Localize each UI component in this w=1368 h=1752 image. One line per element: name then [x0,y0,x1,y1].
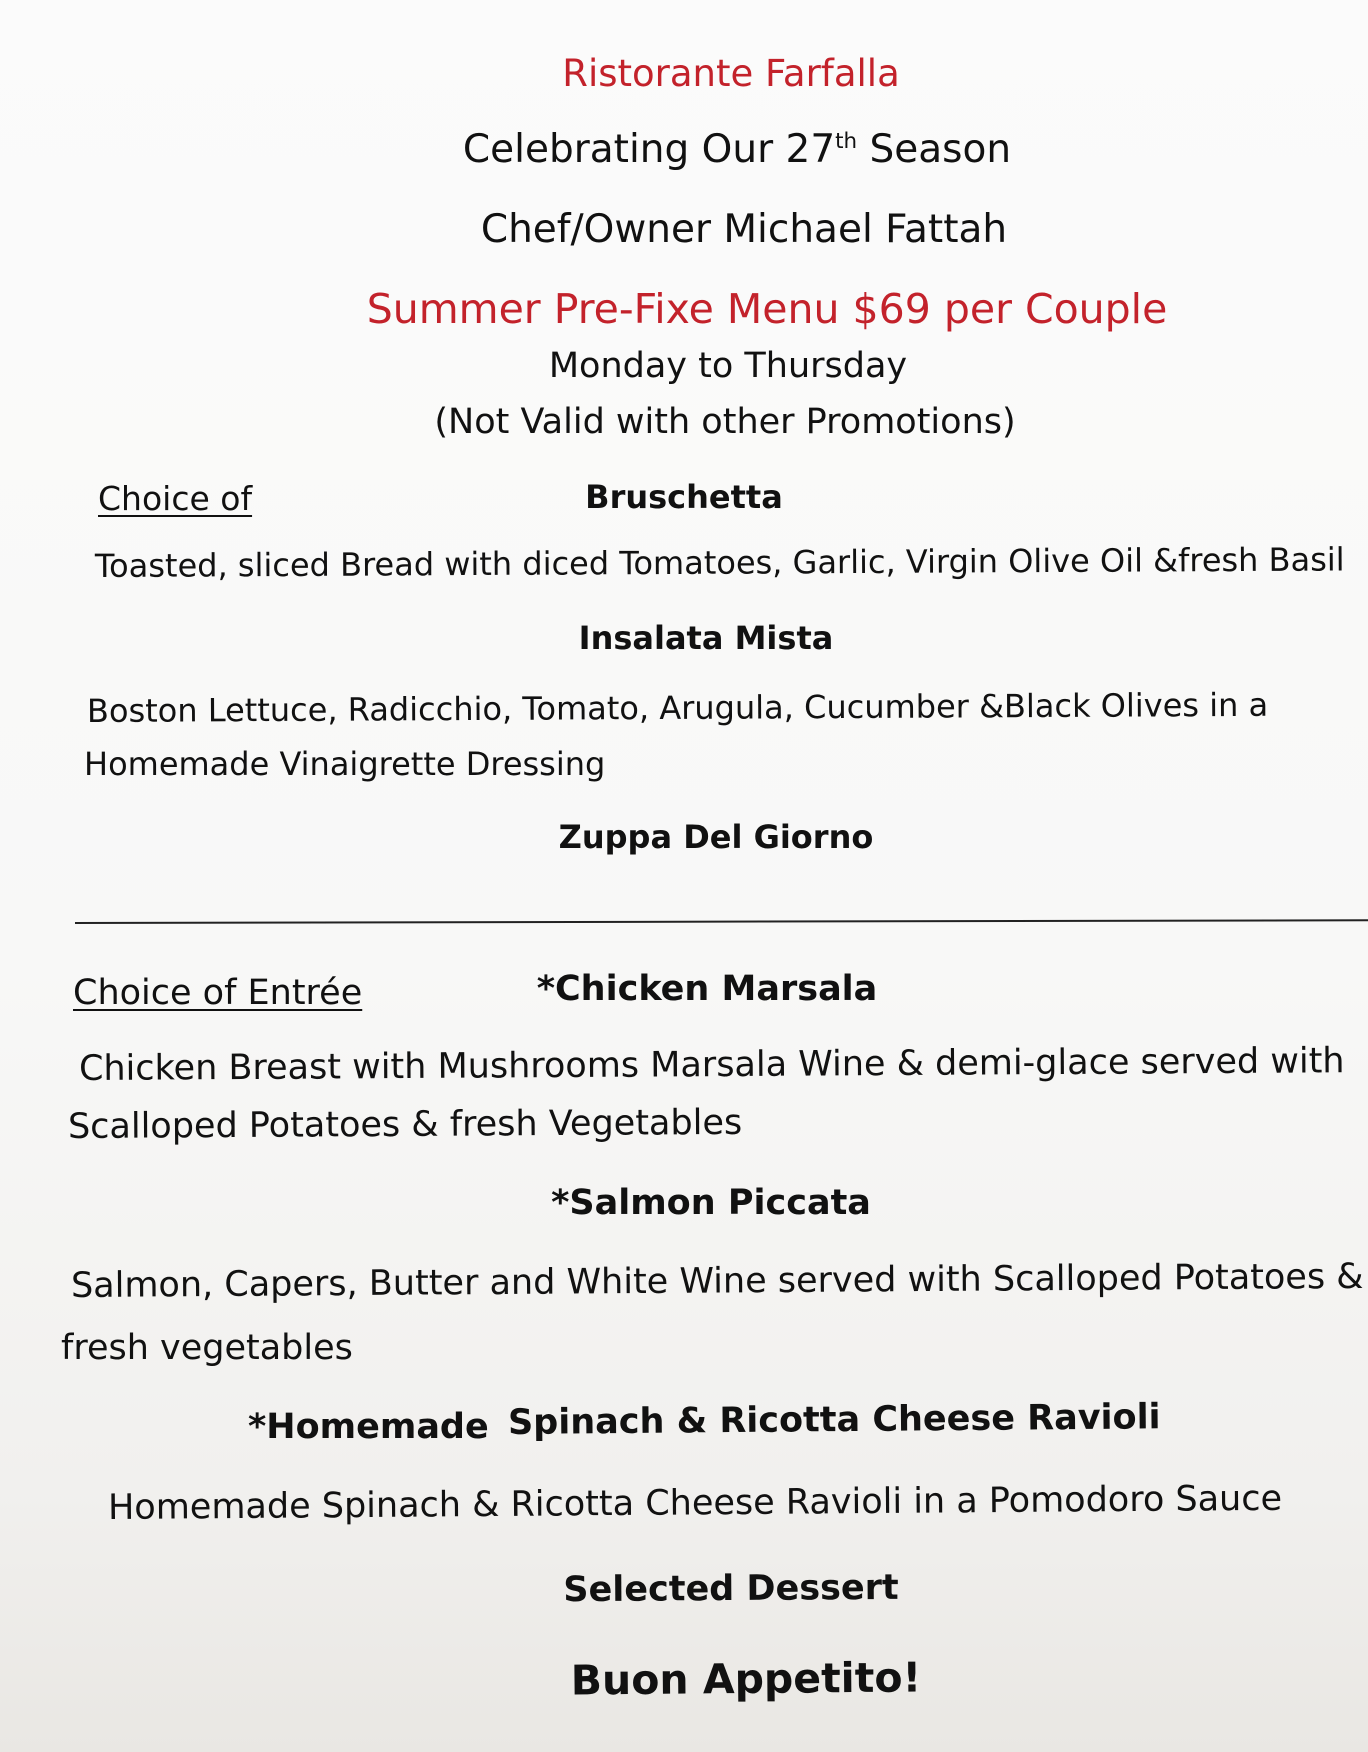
promo-title: Summer Pre-Fixe Menu $69 per Couple [366,285,1168,333]
chef-owner: Chef/Owner Michael Fattah [480,207,1008,252]
appetizer-name: Bruschetta [585,478,783,516]
appetizer-description: Toasted, sliced Bread with diced Tomatoes, Garlic, Virgin Olive Oil &fresh Basil [94,540,1345,585]
celebrating-line [463,127,1011,172]
restaurant-name: Ristorante Farfalla [562,52,900,95]
appetizer-name: Zuppa Del Giorno [558,818,874,856]
entree-name: Spinach & Ricotta Cheese Ravioli [507,1397,1161,1443]
celebrating-superscript: th [835,129,858,154]
entree-description: fresh vegetables [61,1328,353,1368]
entree-name: *Salmon Piccata [551,1183,871,1223]
celebrating-prefix: Celebrating Our 27 [462,127,836,172]
entree-description: Scalloped Potatoes & fresh Vegetables [67,1102,743,1147]
entree-name: *Chicken Marsala [536,969,878,1009]
entree-description: Salmon, Capers, Butter and White Wine served with Scalloped Potatoes & [70,1256,1364,1306]
dessert: Selected Dessert [563,1567,899,1611]
closing-greeting: Buon Appetito! [570,1653,922,1705]
entree-description: Chicken Breast with Mushrooms Marsala Wine & demi-glace served with [78,1041,1345,1089]
appetizer-choice-label: Choice of [98,479,253,518]
appetizer-description: Boston Lettuce, Radicchio, Tomato, Arugula, Cucumber &Black Olives in a [86,685,1269,730]
promo-days: Monday to Thursday [548,346,908,386]
appetizer-name: Insalata Mista [578,619,834,657]
entree-description: Homemade Spinach & Ricotta Cheese Ravioli in a Pomodoro Sauce [107,1478,1283,1528]
celebrating-suffix: Season [857,127,1012,172]
section-divider [75,919,1368,924]
appetizer-description: Homemade Vinaigrette Dressing [84,745,606,783]
entree-choice-label: Choice of Entrée [73,973,363,1013]
promo-note: (Not Valid with other Promotions) [434,402,1016,442]
entree-name-prefix: *Homemade [248,1407,489,1447]
